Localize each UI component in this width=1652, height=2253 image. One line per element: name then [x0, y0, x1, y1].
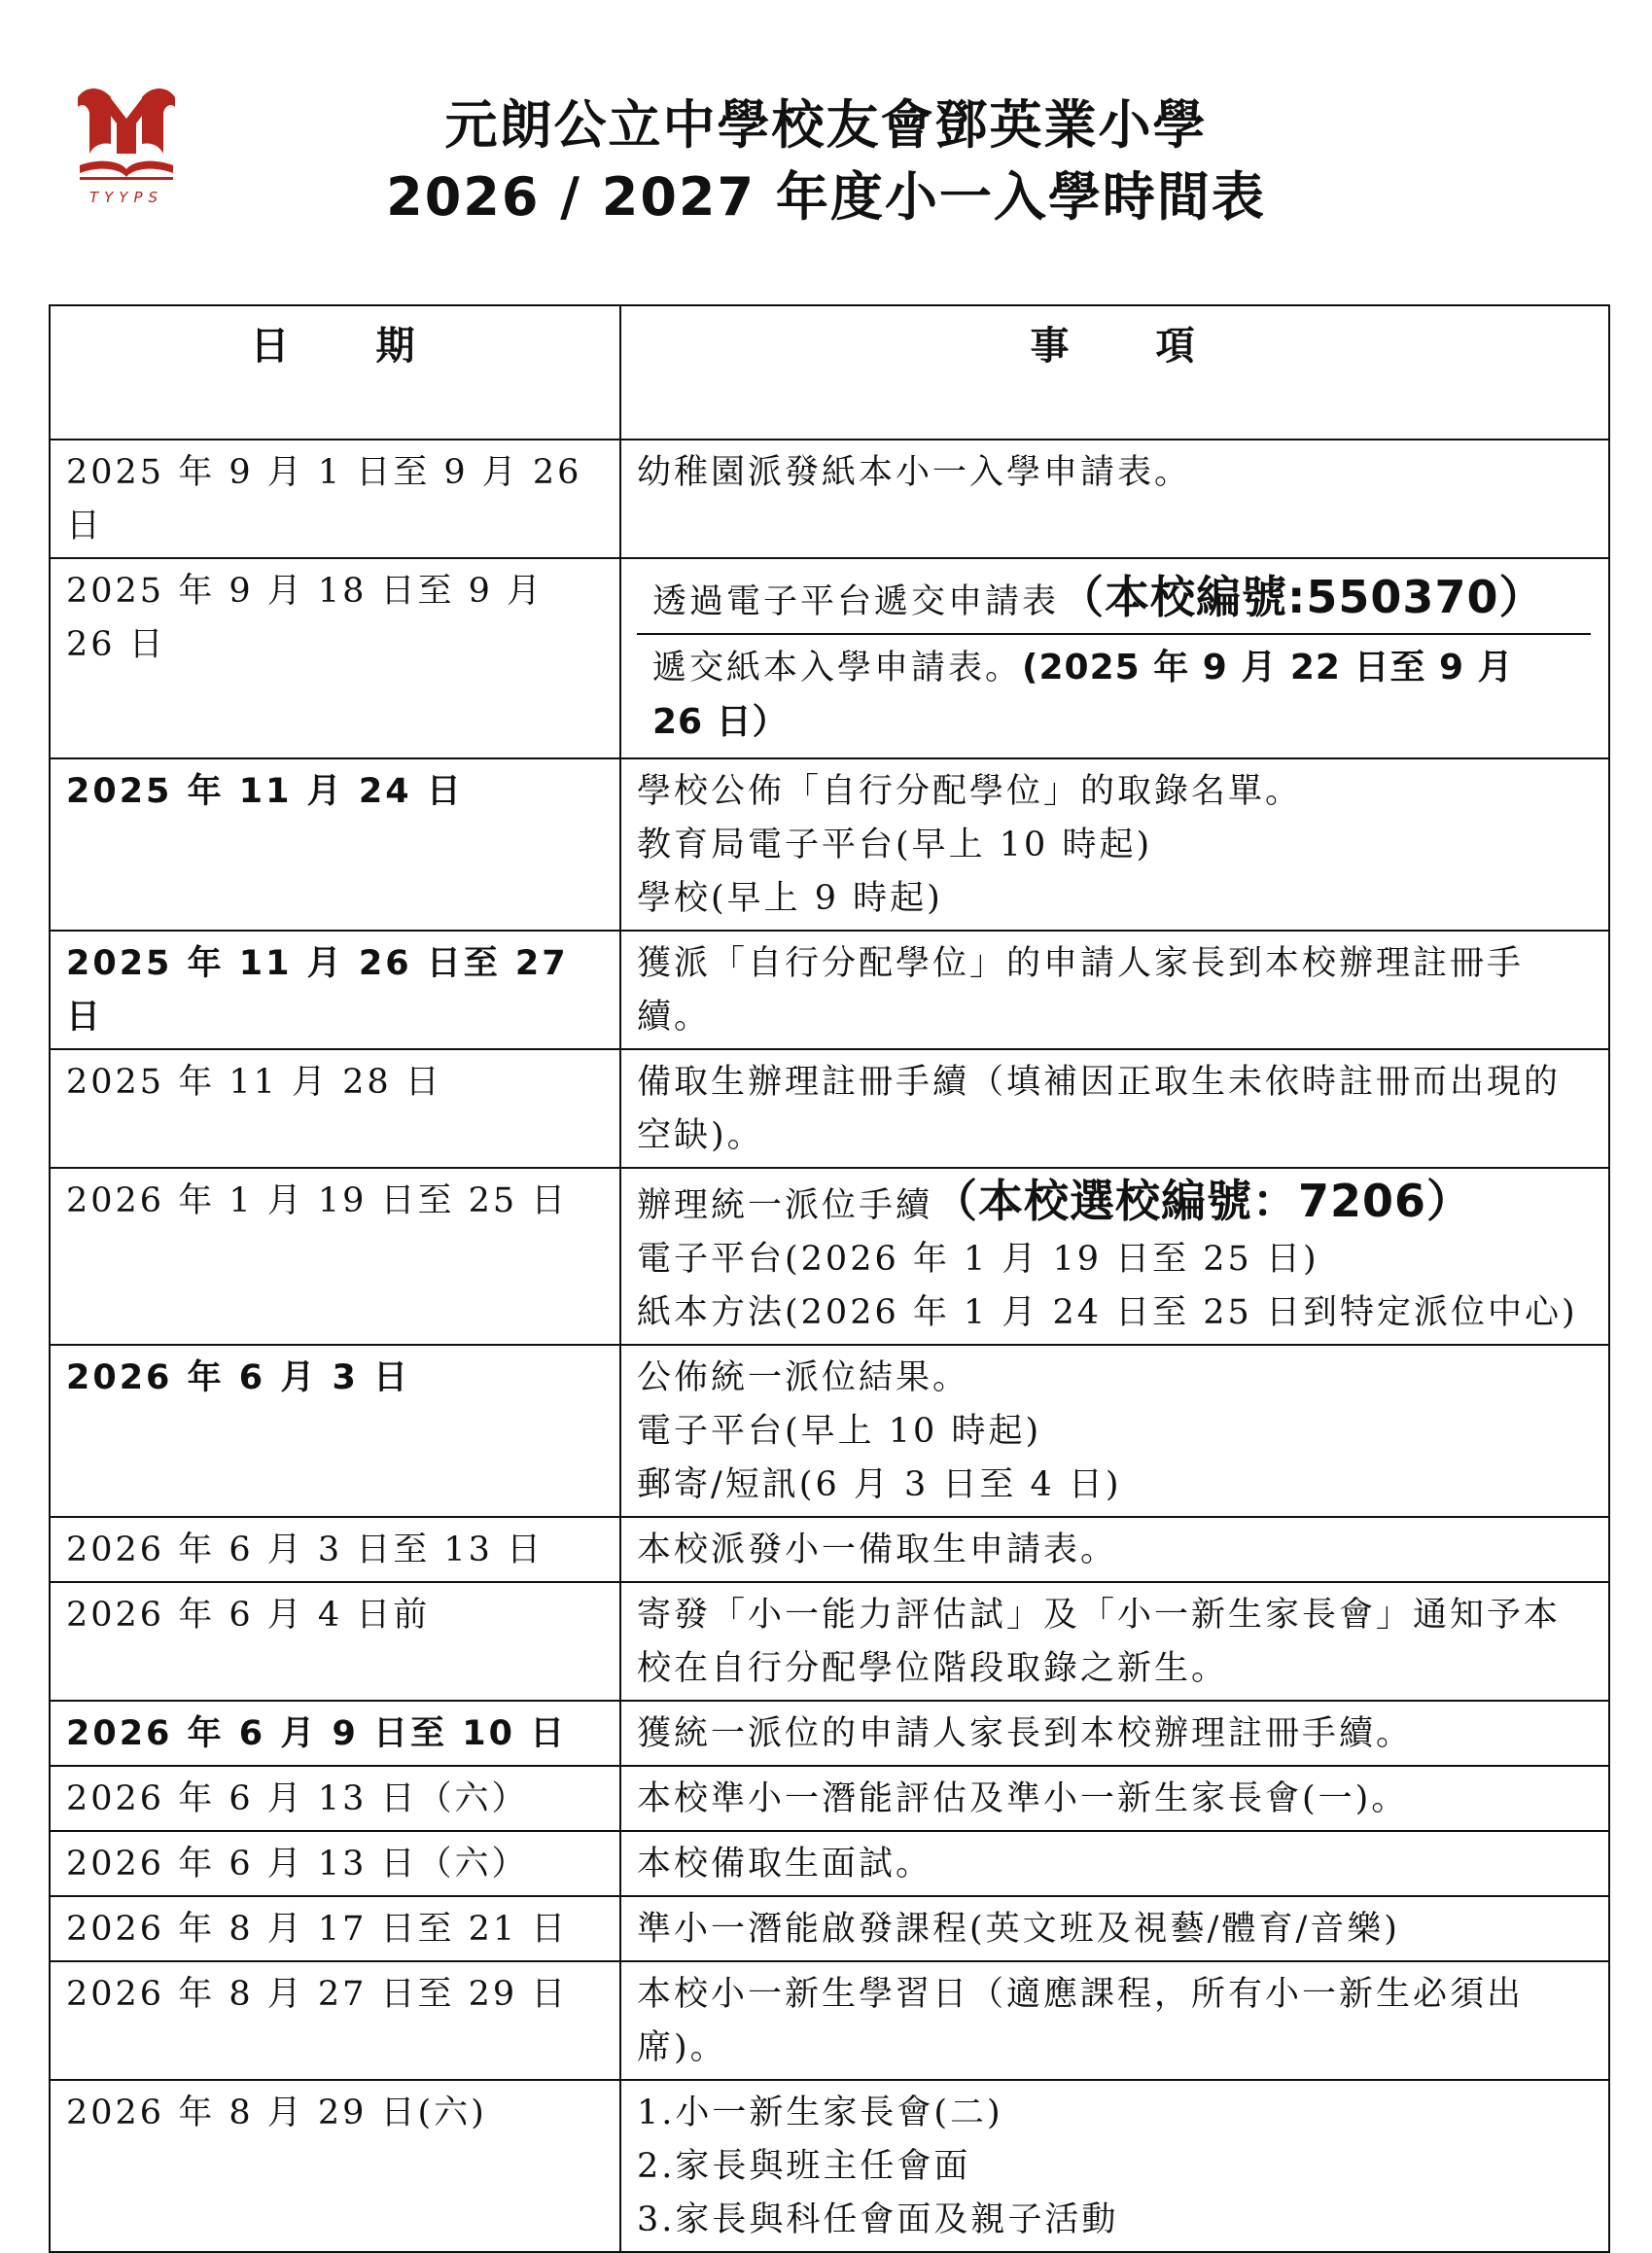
table-row — [50, 1345, 1609, 1517]
event-line: 教育局電子平台(早上 10 時起) — [637, 826, 1153, 864]
table-row — [50, 558, 1609, 758]
table-row — [50, 758, 1609, 931]
event-line: 透過電子平台遞交申請表 — [652, 582, 1060, 621]
event-line: 準小一潛能啟發課程(英文班及視藝/體育/音樂) — [637, 1910, 1400, 1949]
event-cell — [620, 1049, 1609, 1168]
event-cell — [620, 440, 1609, 558]
event-line: 獲統一派位的申請人家長到本校辦理註冊手續。 — [637, 1714, 1414, 1753]
schedule-title: 2026 / 2027 年度小一入學時間表 — [386, 166, 1266, 228]
event-line: 本校小一新生學習日（適應課程，所有小一新生必須出席)。 — [637, 1975, 1525, 2067]
logo-text: TYYPS — [88, 189, 164, 206]
event-line: 公佈統一派位結果。 — [637, 1358, 970, 1397]
date-cell: 2025 年 11 月 28 日 — [50, 1049, 620, 1168]
event-line: 備取生辦理註冊手續（填補因正取生未依時註冊而出現的空缺)。 — [637, 1063, 1562, 1155]
table-row — [50, 2080, 1609, 2252]
table-row — [50, 1896, 1609, 1961]
date-cell: 2025 年 11 月 26 日至 27 日 — [50, 931, 620, 1049]
table-row — [50, 440, 1609, 558]
school-code: （本校編號:550370） — [1059, 571, 1545, 623]
event-line: 本校派發小一備取生申請表。 — [637, 1531, 1118, 1569]
event-line: 幼稚園派發紙本小一入學申請表。 — [637, 453, 1192, 492]
table-row — [50, 1701, 1609, 1766]
date-cell: 2026 年 8 月 27 日至 29 日 — [50, 1961, 620, 2080]
table-row — [50, 1766, 1609, 1831]
event-cell — [620, 1831, 1609, 1896]
table-row — [50, 1049, 1609, 1168]
event-cell — [620, 758, 1609, 931]
table-row — [50, 931, 1609, 1049]
header-date: 日 期 — [50, 305, 620, 440]
event-subrow — [637, 565, 1591, 633]
event-cell — [620, 558, 1609, 758]
event-line: 1.小一新生家長會(二) — [637, 2094, 1003, 2132]
event-line: 2.家長與班主任會面 — [637, 2147, 971, 2186]
event-cell — [620, 1582, 1609, 1701]
date-cell: 2026 年 6 月 13 日（六） — [50, 1831, 620, 1896]
event-cell — [620, 931, 1609, 1049]
event-line: 寄發「小一能力評估試」及「小一新生家長會」通知予本校在自行分配學位階段取錄之新生。 — [637, 1596, 1562, 1688]
table-row — [50, 1961, 1609, 2080]
date-cell: 2026 年 8 月 29 日(六) — [50, 2080, 620, 2252]
event-cell — [620, 2080, 1609, 2252]
date-cell: 2025 年 9 月 18 日至 9 月 26 日 — [50, 558, 620, 758]
event-cell — [620, 1517, 1609, 1582]
event-line: 電子平台(2026 年 1 月 19 日至 25 日) — [637, 1240, 1319, 1279]
event-line: 辦理統一派位手續 — [637, 1186, 933, 1225]
date-cell: 2026 年 1 月 19 日至 25 日 — [50, 1168, 620, 1345]
event-line: 本校備取生面試。 — [637, 1845, 933, 1883]
date-cell: 2026 年 8 月 17 日至 21 日 — [50, 1896, 620, 1961]
event-line-wrap — [637, 1175, 1591, 1233]
event-line: 3.家長與科任會面及親子活動 — [637, 2200, 1119, 2239]
date-cell: 2026 年 6 月 13 日（六） — [50, 1766, 620, 1831]
event-line: 獲派「自行分配學位」的申請人家長到本校辦理註冊手續。 — [637, 944, 1525, 1037]
table-row — [50, 1831, 1609, 1896]
header-event: 事 項 — [620, 305, 1609, 440]
event-line: 郵寄/短訊(6 月 3 日至 4 日) — [637, 1465, 1122, 1504]
date-cell: 2026 年 6 月 3 日至 13 日 — [50, 1517, 620, 1582]
date-cell: 2026 年 6 月 4 日前 — [50, 1582, 620, 1701]
event-line: 電子平台(早上 10 時起) — [637, 1412, 1042, 1451]
date-cell: 2026 年 6 月 3 日 — [50, 1345, 620, 1517]
event-line: 遞交紙本入學申請表。 — [652, 649, 1023, 687]
event-line-dates: (2025 年 9 月 22 日至 9 月 26 日） — [652, 648, 1514, 742]
event-cell — [620, 1345, 1609, 1517]
event-line: 紙本方法(2026 年 1 月 24 日至 25 日到特定派位中心) — [637, 1293, 1578, 1332]
admission-schedule-table — [49, 304, 1610, 2253]
event-cell — [620, 1168, 1609, 1345]
date-cell: 2025 年 11 月 24 日 — [50, 758, 620, 931]
table-row — [50, 1582, 1609, 1701]
event-line: 學校公佈「自行分配學位」的取錄名單。 — [637, 772, 1303, 811]
table-header-row — [50, 305, 1609, 440]
event-cell — [620, 1896, 1609, 1961]
school-selection-code: （本校選校編號：7206） — [932, 1175, 1473, 1227]
event-cell — [620, 1701, 1609, 1766]
event-cell — [620, 1961, 1609, 2080]
date-cell: 2026 年 6 月 9 日至 10 日 — [50, 1701, 620, 1766]
date-cell: 2025 年 9 月 1 日至 9 月 26 日 — [50, 440, 620, 558]
event-line: 學校(早上 9 時起) — [637, 879, 943, 918]
table-row — [50, 1517, 1609, 1582]
event-cell — [620, 1766, 1609, 1831]
school-name: 元朗公立中學校友會鄧英業小學 — [444, 94, 1208, 156]
event-subrow — [637, 633, 1591, 754]
event-line: 本校準小一潛能評估及準小一新生家長會(一)。 — [637, 1779, 1409, 1818]
table-row — [50, 1168, 1609, 1345]
